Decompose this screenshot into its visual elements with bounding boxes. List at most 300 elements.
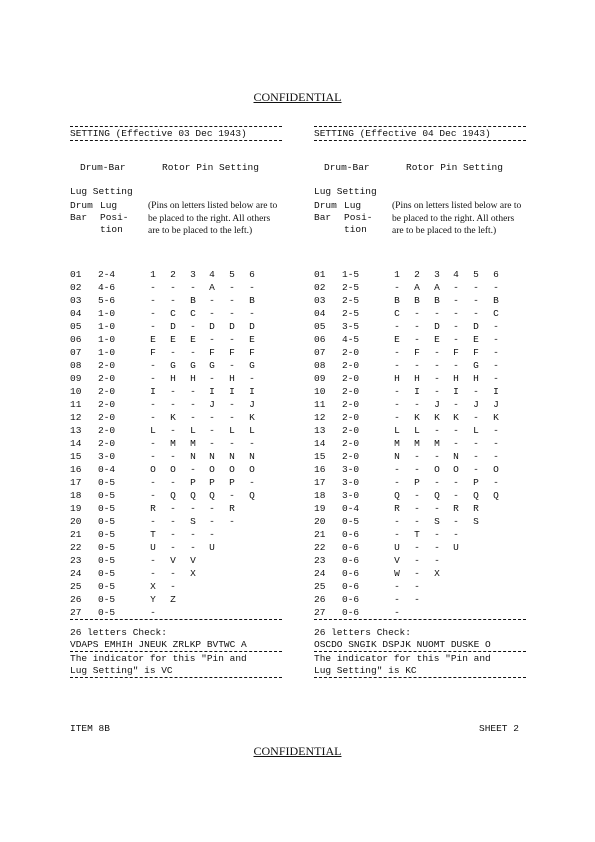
pin-cell: Q bbox=[473, 490, 479, 501]
drum-bar-number: 12 bbox=[314, 412, 326, 423]
pin-cell: Q bbox=[434, 490, 440, 501]
pin-cell: D bbox=[229, 321, 235, 332]
drum-bar-number: 06 bbox=[70, 334, 82, 345]
pin-cell: - bbox=[190, 399, 196, 410]
check-value: VDAPS EMHIH JNEUK ZRLKP BVTWC A bbox=[70, 639, 247, 650]
pin-cell: - bbox=[150, 295, 156, 306]
table-row bbox=[70, 606, 282, 619]
pin-cell: - bbox=[453, 529, 459, 540]
table-row bbox=[70, 437, 282, 450]
drum-bar-number: 05 bbox=[314, 321, 326, 332]
pin-cell: E bbox=[394, 334, 400, 345]
lug-position: 3-0 bbox=[342, 490, 360, 501]
pin-cell: L bbox=[249, 425, 255, 436]
pin-cell: - bbox=[249, 438, 255, 449]
lug-position: 0-4 bbox=[342, 503, 360, 514]
pin-cell: O bbox=[170, 464, 176, 475]
pin-cell: M bbox=[434, 438, 440, 449]
drum-bar-number: 12 bbox=[70, 412, 82, 423]
drum-bar-number: 21 bbox=[314, 529, 326, 540]
pin-cell: - bbox=[209, 516, 215, 527]
pin-cell: F bbox=[150, 347, 156, 358]
pin-cell: E bbox=[150, 334, 156, 345]
pin-cell: 6 bbox=[249, 269, 255, 280]
pin-cell: W bbox=[394, 568, 400, 579]
pin-cell: - bbox=[150, 412, 156, 423]
pin-cell: S bbox=[473, 516, 479, 527]
pin-cell: H bbox=[190, 373, 196, 384]
pin-cell: - bbox=[249, 477, 255, 488]
dashed-rule bbox=[70, 619, 282, 621]
pin-cell: L bbox=[229, 425, 235, 436]
pin-cell: - bbox=[394, 321, 400, 332]
check-value: OSCDO SNGIK DSPJK NUOMT DUSKE O bbox=[314, 639, 491, 650]
drum-bar-number: 17 bbox=[70, 477, 82, 488]
pin-cell: R bbox=[150, 503, 156, 514]
pin-cell: - bbox=[493, 347, 499, 358]
pin-cell: - bbox=[394, 412, 400, 423]
pin-cell: Q bbox=[394, 490, 400, 501]
check-block bbox=[314, 627, 526, 651]
pin-cell: - bbox=[453, 321, 459, 332]
pin-cell: - bbox=[190, 542, 196, 553]
pin-cell: H bbox=[473, 373, 479, 384]
drum-bar-header: Drum-Bar bbox=[324, 162, 370, 173]
pin-cell: - bbox=[170, 529, 176, 540]
pin-cell: I bbox=[414, 386, 420, 397]
pin-cell: U bbox=[209, 542, 215, 553]
indicator-line: Lug Setting" is KC bbox=[314, 665, 417, 676]
pin-cell: - bbox=[493, 477, 499, 488]
pin-cell: L bbox=[190, 425, 196, 436]
pin-cell: Q bbox=[209, 490, 215, 501]
lug-position: 0-5 bbox=[98, 555, 116, 566]
drum-bar-number: 19 bbox=[314, 503, 326, 514]
pin-cell: J bbox=[434, 399, 440, 410]
lug-position: 0-6 bbox=[342, 568, 360, 579]
drum-bar-number: 26 bbox=[70, 594, 82, 605]
pin-cell: - bbox=[190, 464, 196, 475]
pin-cell: - bbox=[170, 451, 176, 462]
pin-cell: - bbox=[394, 516, 400, 527]
pin-cell: - bbox=[434, 451, 440, 462]
dashed-rule bbox=[314, 619, 526, 621]
lug-position: 2-0 bbox=[98, 438, 116, 449]
pin-cell: - bbox=[150, 373, 156, 384]
pin-cell: U bbox=[150, 542, 156, 553]
lug-position: 2-0 bbox=[342, 360, 360, 371]
pin-cell: K bbox=[249, 412, 255, 423]
drum-bar-number: 11 bbox=[70, 399, 82, 410]
pin-cell: L bbox=[473, 425, 479, 436]
pin-cell: - bbox=[453, 295, 459, 306]
lug-position: 3-5 bbox=[342, 321, 360, 332]
lug-position: 3-0 bbox=[342, 464, 360, 475]
pin-note: (Pins on letters listed below are to be placed to the right. All others are to be placed to the left.) bbox=[392, 201, 522, 236]
pin-cell: M bbox=[414, 438, 420, 449]
pin-cell: - bbox=[229, 412, 235, 423]
pin-cell: G bbox=[170, 360, 176, 371]
pin-cell: O bbox=[249, 464, 255, 475]
pin-cell: Z bbox=[170, 594, 176, 605]
table-row bbox=[314, 476, 526, 489]
drum-bar-number: 02 bbox=[70, 282, 82, 293]
indicator-line: The indicator for this "Pin and bbox=[70, 653, 247, 664]
pin-cell: H bbox=[170, 373, 176, 384]
pin-cell: - bbox=[414, 399, 420, 410]
pin-cell: X bbox=[434, 568, 440, 579]
table-row bbox=[70, 593, 282, 606]
pin-cell: Q bbox=[249, 490, 255, 501]
pin-cell: I bbox=[493, 386, 499, 397]
pin-cell: 2 bbox=[414, 269, 420, 280]
pin-cell: H bbox=[394, 373, 400, 384]
dashed-rule bbox=[70, 677, 282, 679]
table-row bbox=[70, 411, 282, 424]
pin-cell: - bbox=[434, 360, 440, 371]
pin-cell: - bbox=[249, 282, 255, 293]
pin-cell: - bbox=[190, 412, 196, 423]
pin-cell: F bbox=[209, 347, 215, 358]
pin-cell: E bbox=[190, 334, 196, 345]
pin-cell: - bbox=[414, 321, 420, 332]
setting-title: SETTING (Effective 04 Dec 1943) bbox=[314, 128, 491, 139]
table-row bbox=[70, 541, 282, 554]
lug-position: 2-0 bbox=[98, 360, 116, 371]
pin-cell: - bbox=[394, 477, 400, 488]
pin-cell: - bbox=[190, 321, 196, 332]
lug-position: 0-6 bbox=[342, 581, 360, 592]
pin-cell: - bbox=[150, 308, 156, 319]
pin-cell: O bbox=[493, 464, 499, 475]
column-headers bbox=[314, 162, 526, 178]
drum-bar-number: 27 bbox=[70, 607, 82, 618]
pin-cell: R bbox=[473, 503, 479, 514]
drum-bar-number: 09 bbox=[314, 373, 326, 384]
pin-cell: - bbox=[229, 308, 235, 319]
table-row bbox=[70, 385, 282, 398]
pin-cell: J bbox=[209, 399, 215, 410]
table-row bbox=[314, 320, 526, 333]
dashed-rule bbox=[314, 140, 526, 142]
table-row bbox=[70, 333, 282, 346]
pin-cell: J bbox=[473, 399, 479, 410]
table-row bbox=[314, 567, 526, 580]
pin-cell: B bbox=[249, 295, 255, 306]
pin-cell: Y bbox=[150, 594, 156, 605]
pin-cell: O bbox=[209, 464, 215, 475]
lug-position: 5-6 bbox=[98, 295, 116, 306]
drum-bar-number: 15 bbox=[314, 451, 326, 462]
pin-cell: - bbox=[394, 464, 400, 475]
drum-bar-number: 13 bbox=[70, 425, 82, 436]
pin-cell: R bbox=[394, 503, 400, 514]
drum-bar-number: 02 bbox=[314, 282, 326, 293]
pin-cell: N bbox=[190, 451, 196, 462]
drum-bar-number: 13 bbox=[314, 425, 326, 436]
table-row bbox=[70, 281, 282, 294]
table-row bbox=[314, 502, 526, 515]
pin-cell: - bbox=[434, 373, 440, 384]
pin-cell: E bbox=[473, 334, 479, 345]
rotor-pin-header: Rotor Pin Setting bbox=[162, 162, 259, 173]
pin-cell: H bbox=[414, 373, 420, 384]
pin-cell: C bbox=[170, 308, 176, 319]
pin-cell: F bbox=[229, 347, 235, 358]
drum-bar-number: 08 bbox=[314, 360, 326, 371]
pin-cell: E bbox=[249, 334, 255, 345]
drum-bar-number: 18 bbox=[70, 490, 82, 501]
pin-cell: N bbox=[209, 451, 215, 462]
pin-cell: - bbox=[150, 438, 156, 449]
pin-cell: - bbox=[170, 581, 176, 592]
pin-cell: I bbox=[209, 386, 215, 397]
pin-cell: - bbox=[434, 386, 440, 397]
pin-cell: - bbox=[150, 516, 156, 527]
lug-position: 2-0 bbox=[342, 347, 360, 358]
pin-cell: G bbox=[473, 360, 479, 371]
pin-cell: - bbox=[453, 282, 459, 293]
pin-cell: - bbox=[493, 451, 499, 462]
drum-bar-label: Drum Bar bbox=[314, 200, 337, 223]
lug-position: 2-0 bbox=[98, 373, 116, 384]
check-block bbox=[70, 627, 282, 651]
pin-cell: N bbox=[394, 451, 400, 462]
pin-cell: - bbox=[453, 490, 459, 501]
pin-cell: - bbox=[473, 412, 479, 423]
pin-cell: M bbox=[170, 438, 176, 449]
pin-cell: - bbox=[434, 529, 440, 540]
pin-cell: - bbox=[434, 477, 440, 488]
lug-position: 0-5 bbox=[98, 503, 116, 514]
lug-position: 2-0 bbox=[98, 386, 116, 397]
table-row bbox=[314, 385, 526, 398]
pin-cell: - bbox=[209, 295, 215, 306]
pin-cell: G bbox=[209, 360, 215, 371]
pin-cell: - bbox=[493, 373, 499, 384]
item-label: ITEM 8B bbox=[70, 723, 110, 734]
pin-cell: - bbox=[170, 425, 176, 436]
pin-cell: - bbox=[434, 555, 440, 566]
pin-cell: - bbox=[473, 308, 479, 319]
pin-cell: - bbox=[394, 607, 400, 618]
lug-position: 2-0 bbox=[342, 451, 360, 462]
pin-cell: - bbox=[190, 347, 196, 358]
drum-bar-number: 01 bbox=[70, 269, 82, 280]
table-row bbox=[314, 515, 526, 528]
pin-cell: - bbox=[150, 555, 156, 566]
check-title: 26 letters Check: bbox=[70, 627, 167, 638]
pin-cell: E bbox=[434, 334, 440, 345]
pin-cell: I bbox=[453, 386, 459, 397]
pin-cell: J bbox=[493, 399, 499, 410]
drum-bar-number: 04 bbox=[314, 308, 326, 319]
pin-cell: - bbox=[414, 490, 420, 501]
pin-cell: P bbox=[190, 477, 196, 488]
pin-cell: - bbox=[414, 568, 420, 579]
pin-cell: P bbox=[473, 477, 479, 488]
pin-cell: - bbox=[229, 490, 235, 501]
drum-bar-label: Drum Bar bbox=[70, 200, 93, 223]
drum-bar-number: 11 bbox=[314, 399, 326, 410]
drum-bar-number: 03 bbox=[314, 295, 326, 306]
lug-position: 4-5 bbox=[342, 334, 360, 345]
pin-cell: - bbox=[414, 594, 420, 605]
table-row bbox=[314, 281, 526, 294]
pin-cell: - bbox=[150, 568, 156, 579]
drum-bar-number: 25 bbox=[70, 581, 82, 592]
pin-cell: K bbox=[493, 412, 499, 423]
pin-cell: B bbox=[434, 295, 440, 306]
pin-cell: 1 bbox=[394, 269, 400, 280]
pin-cell: D bbox=[473, 321, 479, 332]
pin-cell: Q bbox=[493, 490, 499, 501]
pin-cell: I bbox=[150, 386, 156, 397]
table-row bbox=[314, 294, 526, 307]
pin-cell: Q bbox=[190, 490, 196, 501]
drum-bar-number: 20 bbox=[314, 516, 326, 527]
drum-bar-number: 23 bbox=[70, 555, 82, 566]
table-row bbox=[70, 502, 282, 515]
table-row bbox=[70, 528, 282, 541]
pin-cell: - bbox=[473, 451, 479, 462]
pin-cell: - bbox=[150, 282, 156, 293]
pin-cell: - bbox=[170, 568, 176, 579]
drum-bar-number: 27 bbox=[314, 607, 326, 618]
pin-cell: D bbox=[434, 321, 440, 332]
pin-cell: - bbox=[434, 308, 440, 319]
pin-cell: O bbox=[453, 464, 459, 475]
table-row bbox=[70, 580, 282, 593]
pin-cell: - bbox=[394, 399, 400, 410]
drum-bar-number: 15 bbox=[70, 451, 82, 462]
pin-cell: - bbox=[150, 451, 156, 462]
pin-cell: 4 bbox=[209, 269, 215, 280]
pin-cell: X bbox=[190, 568, 196, 579]
lug-position-label: Lug Posi- tion bbox=[100, 200, 129, 235]
table-row bbox=[314, 528, 526, 541]
lug-position: 1-0 bbox=[98, 308, 116, 319]
pin-cell: A bbox=[434, 282, 440, 293]
table-row bbox=[70, 424, 282, 437]
pin-cell: - bbox=[190, 503, 196, 514]
pin-cell: G bbox=[190, 360, 196, 371]
pin-cell: - bbox=[190, 282, 196, 293]
pin-cell: - bbox=[150, 399, 156, 410]
pin-cell: - bbox=[249, 373, 255, 384]
lug-position: 0-4 bbox=[98, 464, 116, 475]
indicator-line: The indicator for this "Pin and bbox=[314, 653, 491, 664]
pin-cell: - bbox=[209, 334, 215, 345]
table-row bbox=[70, 398, 282, 411]
table-row bbox=[314, 411, 526, 424]
pin-cell: J bbox=[249, 399, 255, 410]
pin-cell: - bbox=[414, 451, 420, 462]
pin-cell: - bbox=[493, 438, 499, 449]
pin-cell: E bbox=[170, 334, 176, 345]
pin-cell: - bbox=[414, 542, 420, 553]
pin-cell: - bbox=[493, 334, 499, 345]
pin-cell: - bbox=[170, 477, 176, 488]
pin-cell: B bbox=[493, 295, 499, 306]
drum-bar-number: 24 bbox=[314, 568, 326, 579]
indicator-line: Lug Setting" is VC bbox=[70, 665, 173, 676]
pin-cell: K bbox=[414, 412, 420, 423]
pin-cell: 3 bbox=[434, 269, 440, 280]
pin-cell: 6 bbox=[493, 269, 499, 280]
pin-cell: - bbox=[414, 334, 420, 345]
drum-bar-number: 19 bbox=[70, 503, 82, 514]
table-row bbox=[70, 450, 282, 463]
pin-cell: C bbox=[394, 308, 400, 319]
pin-cell: B bbox=[190, 295, 196, 306]
pin-cell: - bbox=[434, 542, 440, 553]
pin-cell: X bbox=[150, 581, 156, 592]
lug-position: 4-6 bbox=[98, 282, 116, 293]
pin-cell: D bbox=[209, 321, 215, 332]
pin-cell: - bbox=[453, 334, 459, 345]
lug-position: 2-0 bbox=[342, 373, 360, 384]
pin-cell: - bbox=[170, 399, 176, 410]
setting-table-left bbox=[70, 126, 282, 679]
table-row bbox=[314, 450, 526, 463]
pin-cell: L bbox=[150, 425, 156, 436]
pin-cell: - bbox=[453, 360, 459, 371]
pin-cell: V bbox=[394, 555, 400, 566]
table-row bbox=[70, 268, 282, 281]
table-row bbox=[70, 463, 282, 476]
confidential-footer: CONFIDENTIAL bbox=[253, 744, 342, 758]
drum-bar-number: 10 bbox=[314, 386, 326, 397]
pin-cell: - bbox=[170, 282, 176, 293]
table-row bbox=[70, 359, 282, 372]
table-row bbox=[314, 398, 526, 411]
pin-cell: - bbox=[453, 425, 459, 436]
pin-cell: U bbox=[453, 542, 459, 553]
pin-cell: 4 bbox=[453, 269, 459, 280]
pin-cell: - bbox=[493, 282, 499, 293]
pin-cell: - bbox=[493, 425, 499, 436]
pin-cell: N bbox=[229, 451, 235, 462]
pin-cell: - bbox=[414, 503, 420, 514]
pin-cell: - bbox=[150, 360, 156, 371]
drum-bar-number: 08 bbox=[70, 360, 82, 371]
pin-cell: - bbox=[394, 529, 400, 540]
check-title: 26 letters Check: bbox=[314, 627, 411, 638]
table-row bbox=[314, 593, 526, 606]
pin-cell: M bbox=[394, 438, 400, 449]
table-row bbox=[314, 554, 526, 567]
pin-cell: - bbox=[434, 503, 440, 514]
drum-bar-number: 17 bbox=[314, 477, 326, 488]
pin-cell: - bbox=[434, 425, 440, 436]
pin-cell: L bbox=[394, 425, 400, 436]
pin-cell: - bbox=[209, 529, 215, 540]
drum-bar-number: 14 bbox=[314, 438, 326, 449]
drum-bar-number: 16 bbox=[314, 464, 326, 475]
pin-cell: T bbox=[150, 529, 156, 540]
drum-bar-number: 18 bbox=[314, 490, 326, 501]
pin-cell: - bbox=[229, 399, 235, 410]
settings-rows bbox=[70, 268, 282, 619]
lug-position: 0-5 bbox=[98, 568, 116, 579]
pin-cell: - bbox=[209, 373, 215, 384]
pin-cell: 2 bbox=[170, 269, 176, 280]
table-row bbox=[314, 489, 526, 502]
drum-bar-number: 06 bbox=[314, 334, 326, 345]
table-row bbox=[314, 268, 526, 281]
drum-bar-number: 07 bbox=[314, 347, 326, 358]
